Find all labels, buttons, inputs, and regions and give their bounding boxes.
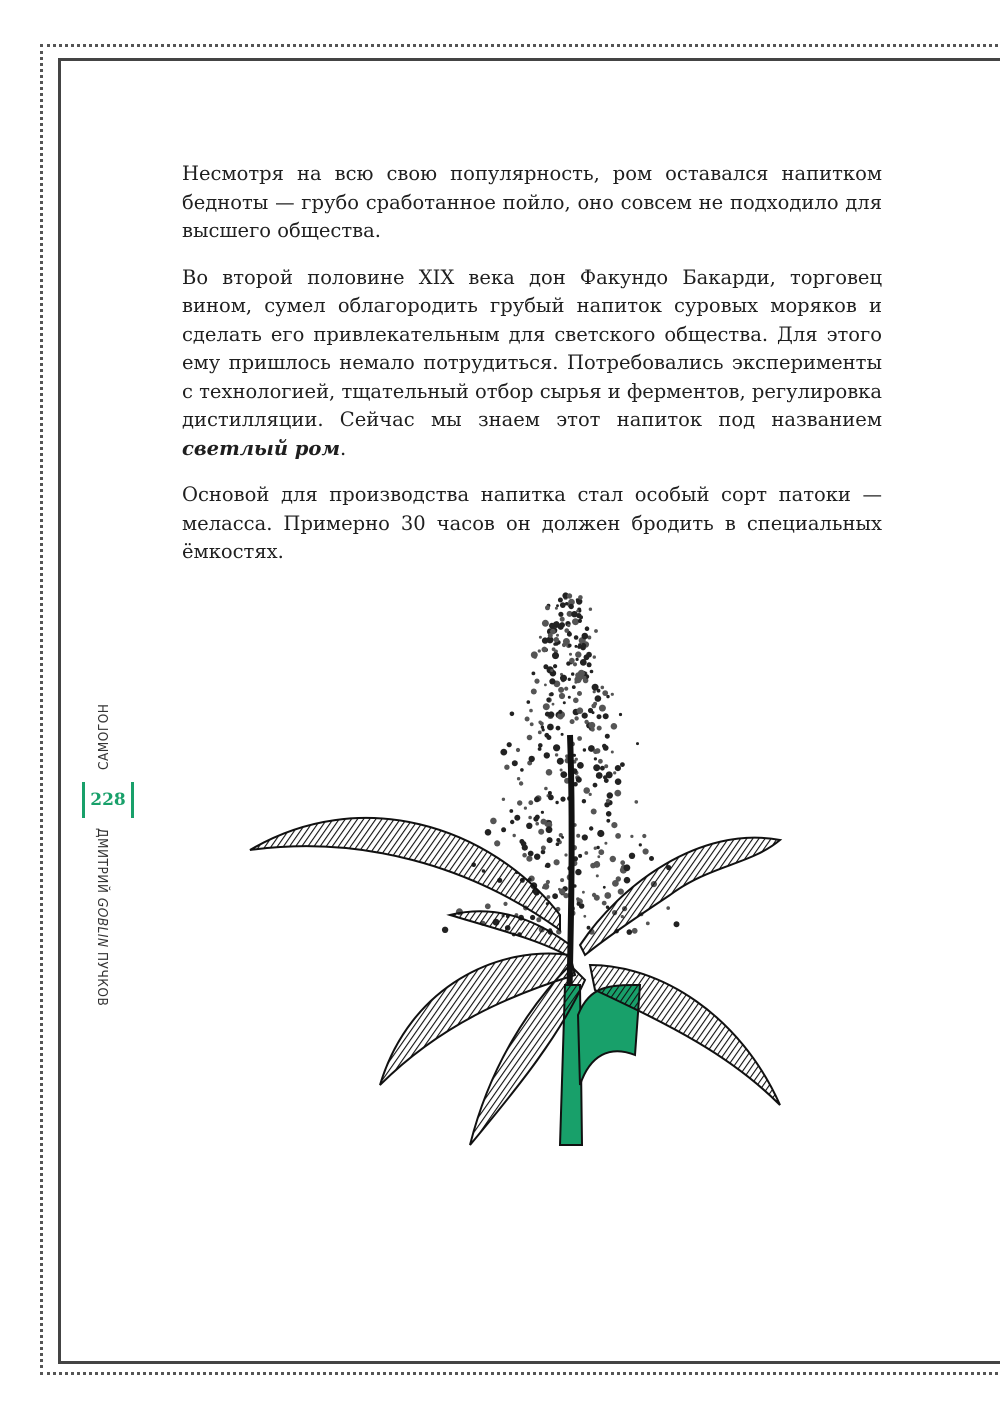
paragraph-1: Несмотря на всю свою популярность, ром оставался напитком бедноты — грубо сработанное пойло, оно совсем не подходило для высшего общества. xyxy=(182,162,882,242)
paragraph-3: Основой для производства напитка стал особый сорт патоки — меласса. Примерно 30 часов он должен бродить в специальных ёмкостях. xyxy=(182,483,882,563)
paragraph-2: Во второй половине XIX века дон Факундо Бакарди, торговец вином, сумел облагородить грубый напиток суровых моряков и сделать его привлекательным для светского общества. Для этого ему пришлось немало потрудиться. Потребовались эксперименты с технологией, тщательный отбор сырья и ферментов, регулировка дистилляции. Сейчас мы знаем этот напиток под названием светлый ром. xyxy=(182,265,882,460)
section-title: САМОГОН xyxy=(96,703,112,770)
emphasis-term: светлый ром xyxy=(182,436,340,460)
page-number-box xyxy=(82,782,134,818)
running-sidebar xyxy=(86,700,126,1020)
page-number: 228 xyxy=(90,790,126,810)
sugarcane-plant-illustration xyxy=(240,585,820,1165)
leaves xyxy=(250,818,780,1145)
body-text xyxy=(182,160,882,585)
author-name: ДМИТРИЙ GOBLIN ПУЧКОВ xyxy=(94,828,110,1007)
